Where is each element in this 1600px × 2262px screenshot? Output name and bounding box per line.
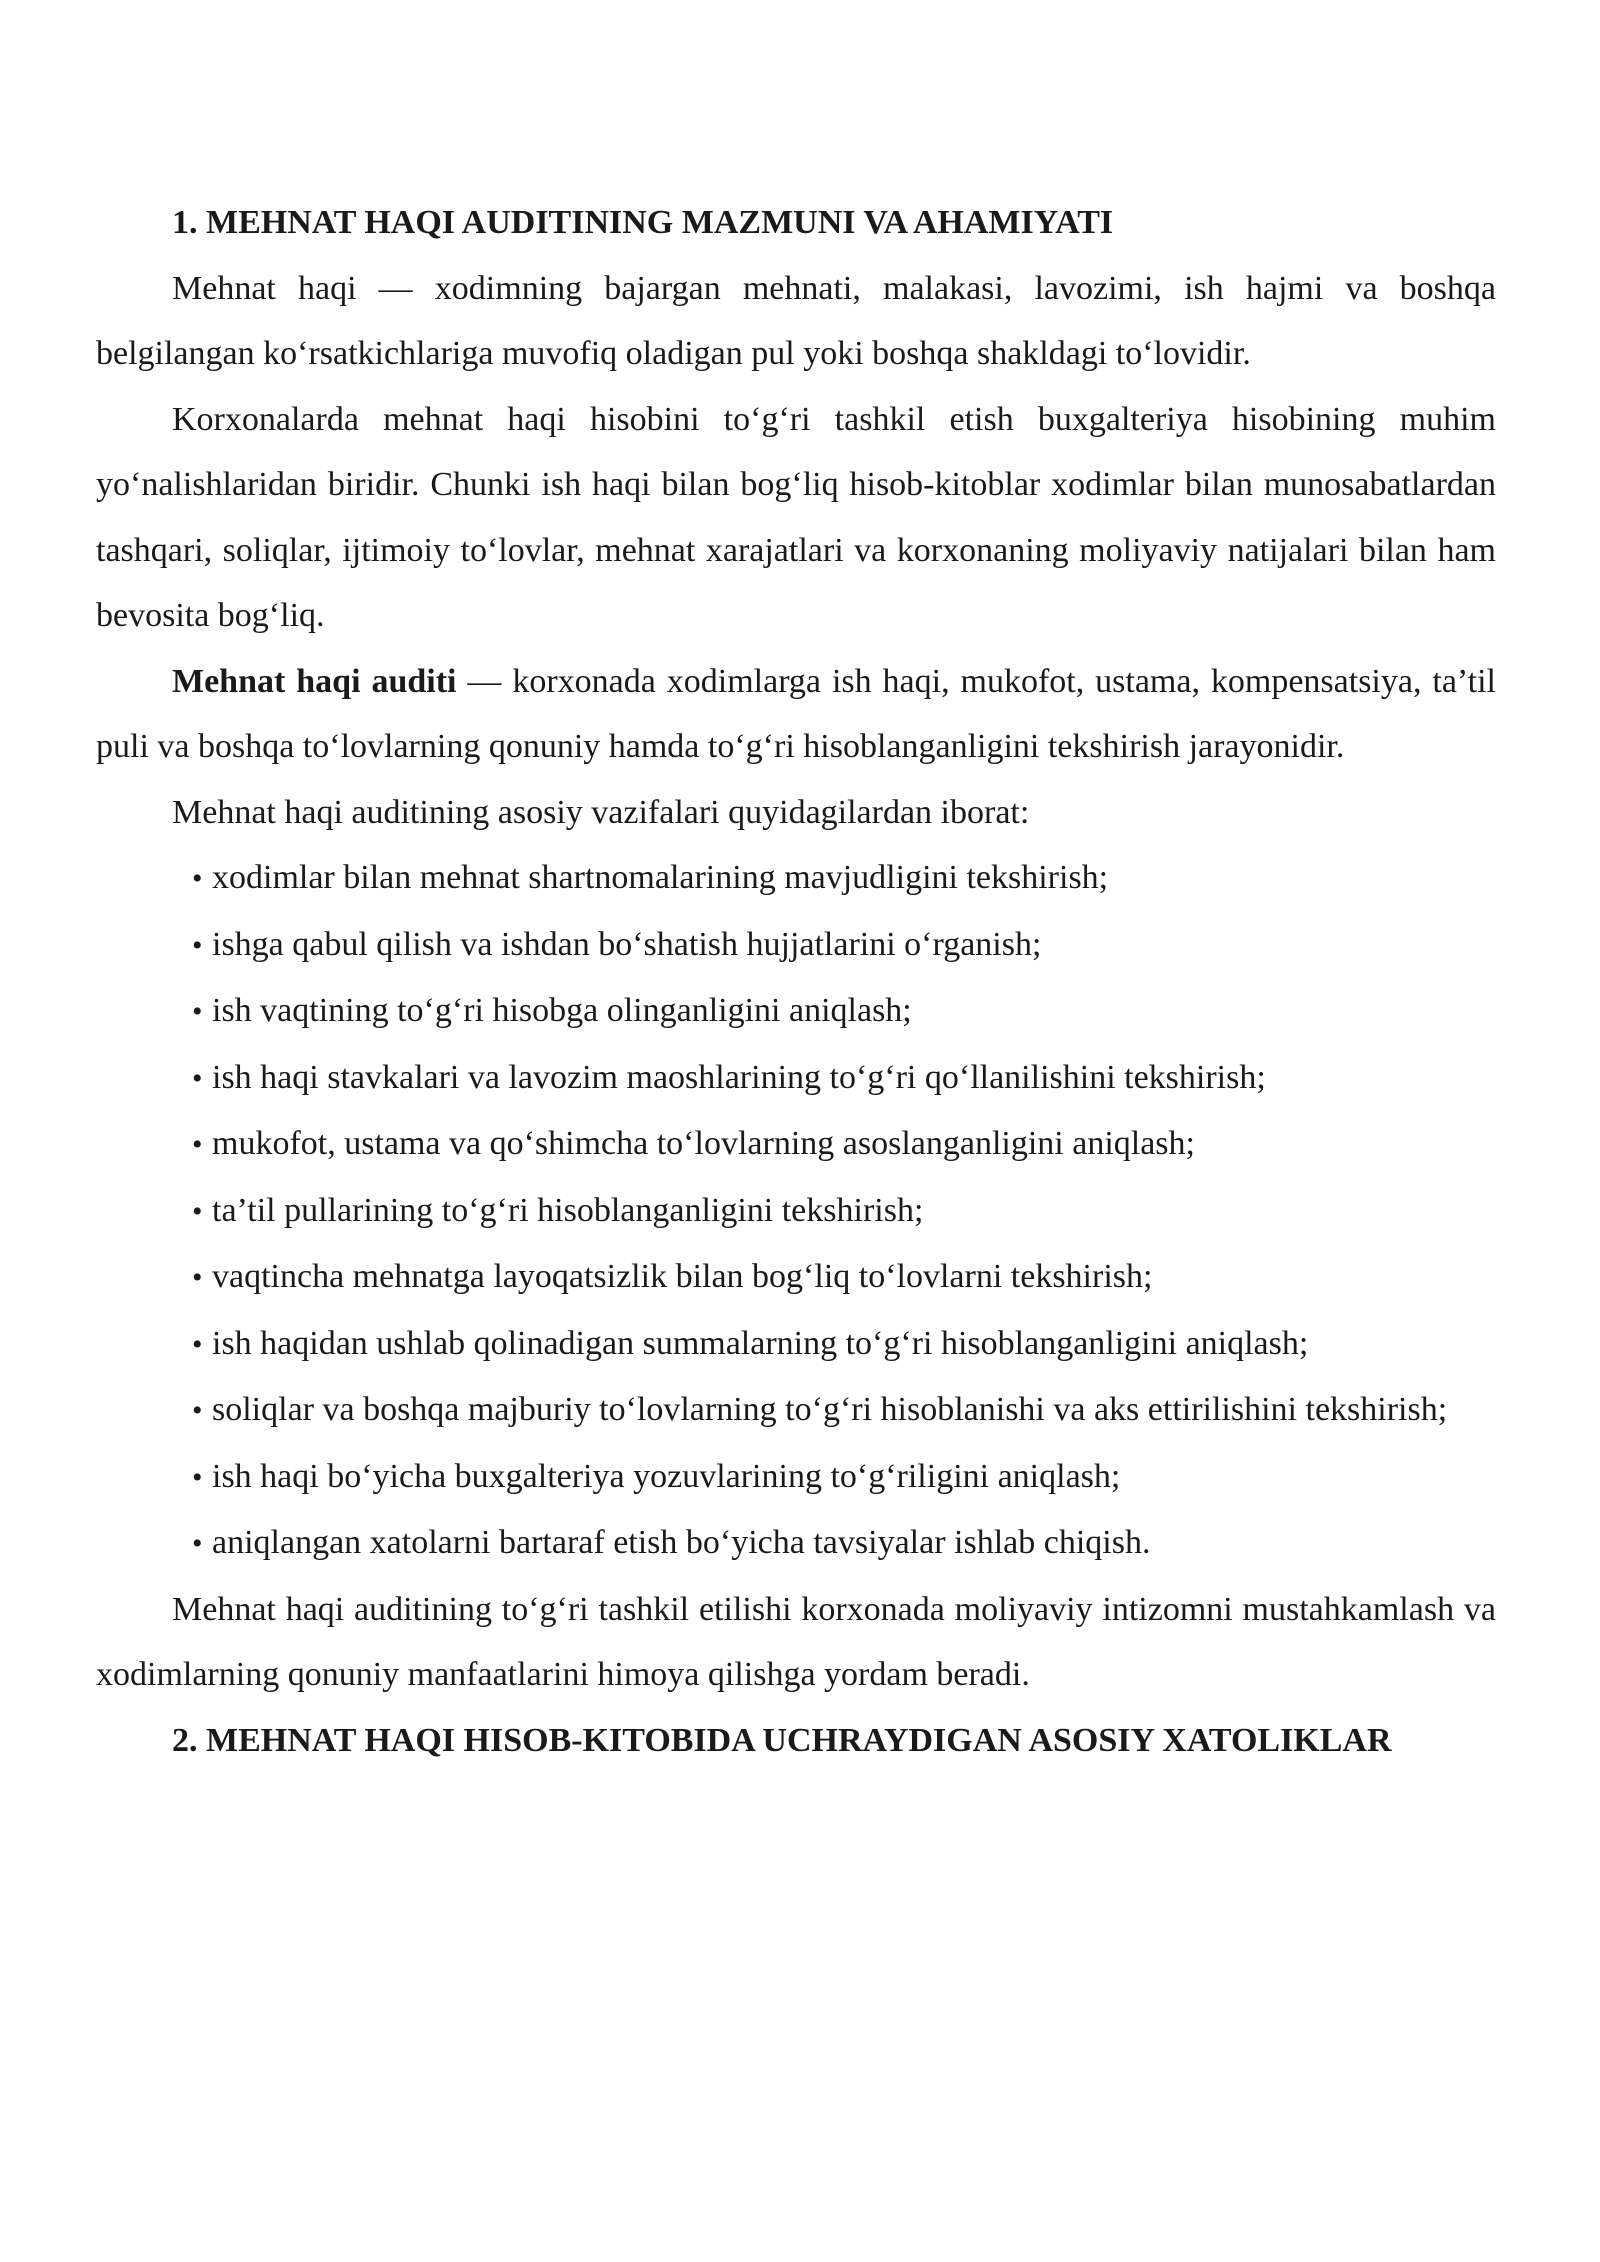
- task-text: ish vaqtining toʻgʻri hisobga olinganligini aniqlash;: [212, 992, 912, 1029]
- list-item: [116, 1178, 1496, 1245]
- audit-term: Mehnat haqi auditi: [172, 662, 457, 700]
- task-text: soliqlar va boshqa majburiy toʻlovlarning toʻgʻri hisoblanishi va aks ettirilishini tekshirish;: [212, 1391, 1448, 1428]
- paragraph-conclusion: Mehnat haqi auditining toʻgʻri tashkil etilishi korxonada moliyaviy intizomni mustahkamlash va xodimlarning qonuniy manfaatlarini himoya qilishga yordam beradi.: [96, 1590, 1496, 1693]
- list-item: [116, 1244, 1496, 1311]
- list-item: [116, 978, 1496, 1045]
- list-item: [116, 1311, 1496, 1378]
- list-item: [116, 1444, 1496, 1511]
- task-text: mukofot, ustama va qoʻshimcha toʻlovlarning asoslanganligini aniqlash;: [212, 1125, 1195, 1162]
- task-text: ish haqi boʻyicha buxgalteriya yozuvlarining toʻgʻriligini aniqlash;: [212, 1457, 1121, 1495]
- task-text: ta’til pullarining toʻgʻri hisoblanganligini tekshirish;: [212, 1191, 924, 1229]
- list-item: [116, 1377, 1496, 1444]
- paragraph-tasks-intro: Mehnat haqi auditining asosiy vazifalari quyidagilardan iborat:: [172, 793, 1030, 831]
- section-2-heading: 2. MEHNAT HAQI HISOB-KITOBIDA UCHRAYDIGAN ASOSIY XATOLIKLAR: [172, 1721, 1392, 1759]
- bullet-icon: •: [192, 1460, 203, 1494]
- audit-tasks-list: [96, 845, 1496, 1577]
- bullet-icon: •: [192, 1394, 203, 1427]
- paragraph-importance: Korxonalarda mehnat haqi hisobini toʻgʻri tashkil etish buxgalteriya hisobining muhim yoʻnalishlaridan biridir. Chunki ish haqi bilan bogʻliq hisob-kitoblar xodimlar bilan munosabatlardan tashqari, soliqlar, ijtimoiy toʻlovlar, mehnat xarajatlari va korxonaning moliyaviy natijalari bilan ham bevosita bogʻliq.: [96, 400, 1496, 634]
- bullet-icon: •: [192, 1327, 203, 1361]
- paragraph-audit-definition: [96, 649, 1496, 780]
- section-1-heading: 1. MEHNAT HAQI AUDITINING MAZMUNI VA AHAMIYATI: [172, 204, 1114, 241]
- list-item: [116, 1045, 1496, 1112]
- bullet-icon: •: [192, 1261, 203, 1294]
- paragraph-definition: Mehnat haqi — xodimning bajargan mehnati, malakasi, lavozimi, ish hajmi va boshqa belgilangan koʻrsatkichlariga muvofiq oladigan pul yoki boshqa shakldagi toʻlovidir.: [96, 269, 1496, 372]
- bullet-icon: •: [192, 995, 203, 1028]
- task-text: ish haqidan ushlab qolinadigan summalarning toʻgʻri hisoblanganligini aniqlash;: [212, 1324, 1309, 1362]
- bullet-icon: •: [192, 862, 203, 895]
- list-item: [116, 912, 1496, 979]
- task-text: xodimlar bilan mehnat shartnomalarining mavjudligini tekshirish;: [212, 859, 1109, 896]
- bullet-icon: •: [192, 928, 203, 962]
- bullet-icon: •: [192, 1527, 203, 1560]
- list-item: [116, 1111, 1496, 1178]
- list-item: [116, 1510, 1496, 1577]
- bullet-icon: •: [192, 1061, 203, 1095]
- task-text: ish haqi stavkalari va lavozim maoshlarining toʻgʻri qoʻllanilishini tekshirish;: [212, 1058, 1266, 1096]
- task-text: ishga qabul qilish va ishdan boʻshatish hujjatlarini oʻrganish;: [212, 925, 1042, 963]
- list-item: [116, 845, 1496, 912]
- bullet-icon: •: [192, 1128, 203, 1161]
- bullet-icon: •: [192, 1194, 203, 1228]
- task-text: vaqtincha mehnatga layoqatsizlik bilan bogʻliq toʻlovlarni tekshirish;: [212, 1258, 1153, 1295]
- audit-definition-text: — korxonada xodimlarga ish haqi, mukofot, ustama, kompensatsiya, ta’til puli va boshqa toʻlovlarning qonuniy hamda toʻgʻri hisoblanganligini tekshirish jarayonidir.: [96, 662, 1496, 765]
- document-page: [96, 190, 1496, 1773]
- task-text: aniqlangan xatolarni bartaraf etish boʻyicha tavsiyalar ishlab chiqish.: [212, 1524, 1151, 1561]
